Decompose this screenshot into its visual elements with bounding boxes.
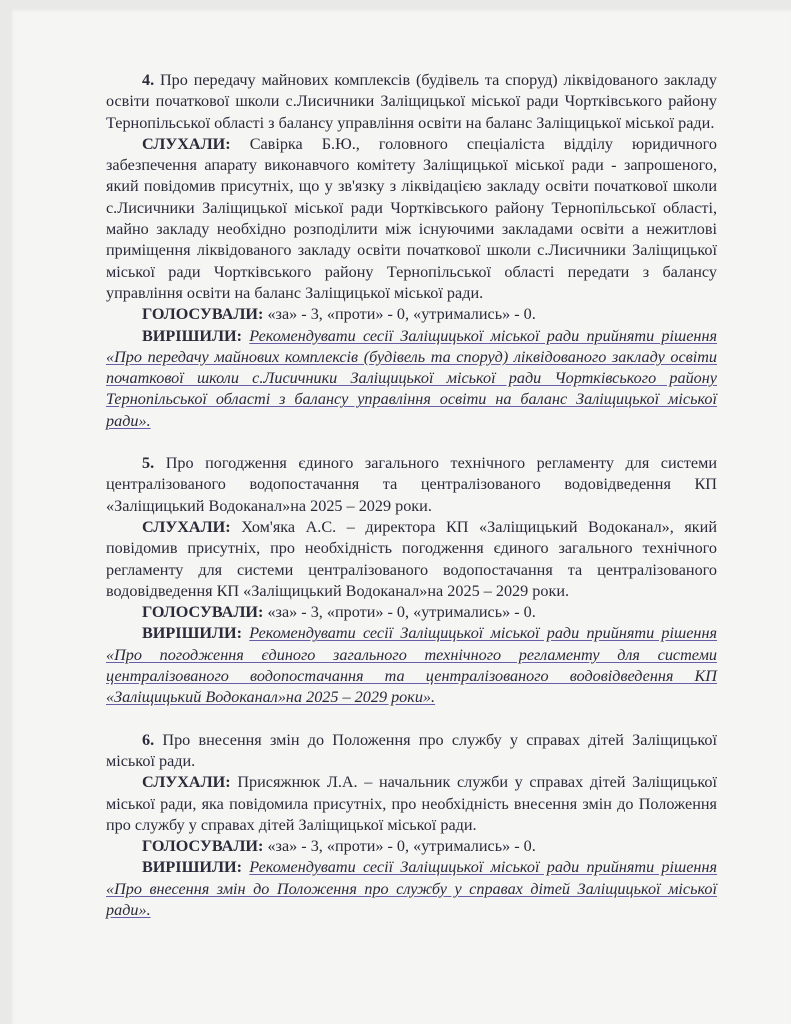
agenda-item-6 — [106, 730, 717, 922]
heard-text: Савірка Б.Ю., головного спеціаліста відділу юридичного забезпечення апарату виконавчого комітету Заліщицької міської ради - запрошеного, який повідомив присутніх, що у зв'язку з ліквідацією закладу освіти початкової школи с.Лисичники Заліщицької міської ради Чортківського району Тернопільської області, майно закладу необхідно розподілити між існуючими закладами освіти а нежитлові приміщення ліквідованого закладу освіти початкової школи с.Лисичники Заліщицької міської ради Чортківського району Тернопільської області передати з балансу управління освіти на баланс Заліщицької міської ради. — [106, 134, 718, 302]
document-body — [106, 70, 717, 942]
decided-label: ВИРІШИЛИ: — [142, 624, 242, 643]
decided-text: Рекомендувати сесії Заліщицької міської ради прийняти рішення «Про передачу майнових комплексів (будівель та споруд) ліквідованого закладу освіти початкової школи с.Лисичники Заліщицької міської ради Чортківського району Тернопільської області з балансу управління освіти на баланс Заліщицької міської ради». — [106, 326, 718, 430]
item-title-text: Про внесення змін до Положення про службу у справах дітей Заліщицької міської ради. — [106, 730, 717, 770]
item-number: 4. — [142, 71, 155, 89]
item-title-text: Про погодження єдиного загального технічного регламенту для системи централізованого водопостачання та централізованого водовідведення КП «Заліщицький Водоканал»на 2025 – 2029 роки. — [106, 454, 718, 515]
heard-label: СЛУХАЛИ: — [142, 773, 231, 792]
agenda-item-title — [106, 70, 717, 134]
decided-text: Рекомендувати сесії Заліщицької міської ради прийняти рішення «Про погодження єдиного загального технічного регламенту для системи централізованого водопостачання та централізованого водовідведення КП «Заліщицький Водоканал»на 2025 – 2029 роки». — [106, 624, 718, 707]
voted-paragraph — [106, 304, 717, 325]
heard-label: СЛУХАЛИ: — [142, 517, 231, 536]
decided-label: ВИРІШИЛИ: — [142, 326, 242, 345]
item-number: 5. — [142, 454, 155, 473]
heard-paragraph — [106, 517, 717, 602]
scanned-page — [10, 8, 791, 1024]
voted-label: ГОЛОСУВАЛИ: — [142, 305, 264, 324]
heard-paragraph — [106, 134, 717, 304]
heard-text: Присяжнюк Л.А. – начальник служби у справах дітей Заліщицької міської ради, яка повідомила присутніх, про необхідність внесення змін до Положення про службу у справах дітей Заліщицької міської ради. — [106, 773, 717, 834]
decided-label: ВИРІШИЛИ: — [142, 858, 242, 877]
heard-text: Хом'яка А.С. – директора КП «Заліщицький Водоканал», який повідомив присутніх, про необхідність погодження єдиного загального технічного регламенту для системи централізованого водопостачання та централізованого водовідведення КП «Заліщицький Водоканал»на 2025 – 2029 роки. — [106, 517, 717, 600]
decided-paragraph — [106, 623, 717, 708]
agenda-item-5 — [106, 453, 717, 709]
voted-paragraph — [106, 602, 717, 623]
voted-label: ГОЛОСУВАЛИ: — [142, 837, 264, 856]
item-title-text: Про передачу майнових комплексів (будівель та споруд) ліквідованого закладу освіти початкової школи с.Лисичники Заліщицької міської ради Чортківського району Тернопільської області з балансу управління освіти на баланс Заліщицької міської ради. — [106, 71, 718, 132]
decided-paragraph — [106, 326, 717, 432]
agenda-item-4 — [106, 70, 717, 432]
heard-label: СЛУХАЛИ: — [142, 134, 231, 153]
agenda-item-title — [106, 453, 717, 517]
item-number: 6. — [142, 730, 155, 749]
agenda-item-title — [106, 730, 717, 773]
voted-text: «за» - 3, «проти» - 0, «утримались» - 0. — [267, 837, 536, 856]
decided-paragraph — [106, 857, 717, 921]
heard-paragraph — [106, 772, 717, 836]
voted-label: ГОЛОСУВАЛИ: — [142, 603, 264, 622]
decided-text: Рекомендувати сесії Заліщицької міської ради прийняти рішення «Про внесення змін до Положення про службу у справах дітей Заліщицької міської ради». — [106, 858, 718, 919]
voted-paragraph — [106, 836, 717, 857]
voted-text: «за» - 3, «проти» - 0, «утримались» - 0. — [267, 603, 536, 622]
voted-text: «за» - 3, «проти» - 0, «утримались» - 0. — [267, 305, 536, 324]
